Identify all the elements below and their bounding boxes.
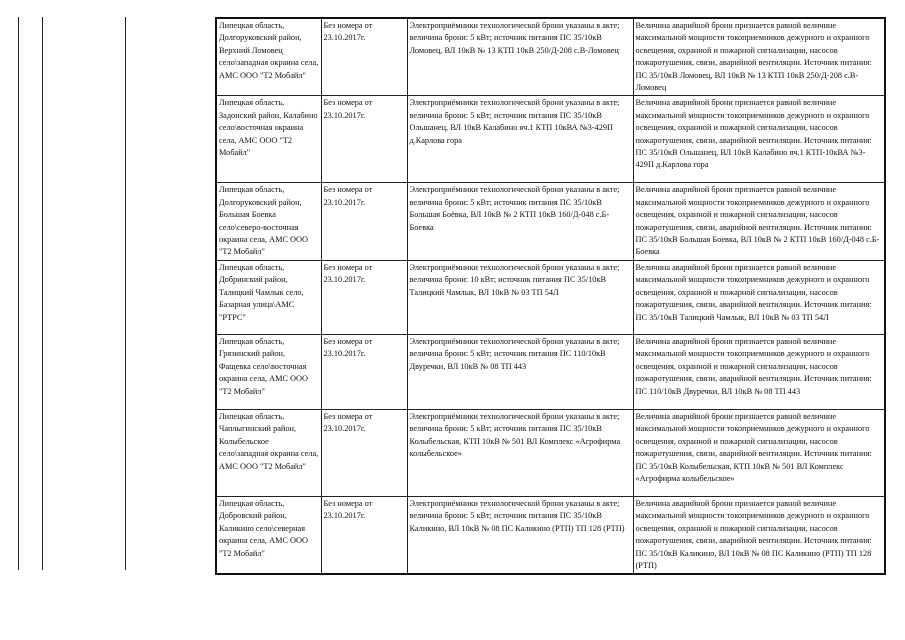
tech-reserve-cell: Электроприёмники технологической брони указаны в акте; величина брони: 5 кВт; источник питания ПС 110/10кВ Двуречки, ВЛ 10кВ № 08 ТП 443 — [407, 334, 633, 409]
left-column-border-3 — [125, 17, 126, 570]
table-row — [216, 496, 885, 574]
table-row — [216, 334, 885, 409]
emergency-reserve-cell: Величина аварийной брони признается равной величине максимальной мощности токоприемников дежурного и охранного освещения, охранной и пожарной сигнализации, насосов пожаротушения, связи, аварийной вентиляции. Источник питания: ПС 35/10кВ Талицкий Чамлык, ВЛ 10кВ № 03 ТП 54Л — [633, 260, 885, 334]
location-cell: Липецкая область, Чаплыгинский район, Колыбельское село\западная окраина села, АМС ООО "Т2 Мобайл" — [216, 409, 321, 496]
reserve-table — [215, 17, 886, 575]
document-cell: Без номера от 23.10.2017г. — [321, 409, 407, 496]
table-row — [216, 96, 885, 183]
emergency-reserve-cell: Величина аварийной брони признается равной величине максимальной мощности токоприемников дежурного и охранного освещения, охранной и пожарной сигнализации, насосов пожаротушения, связи, аварийной вентиляции. Источник питания: ПС 110/10кВ Двуречки, ВЛ 10кВ № 08 ТП 443 — [633, 334, 885, 409]
tech-reserve-cell: Электроприёмники технологической брони указаны в акте; величина брони: 5 кВт; источник питания ПС 35/10кВ Каликино, ВЛ 10кВ № 08 ПС Каликино (РТП) ТП 128 (РТП) — [407, 496, 633, 574]
table-row — [216, 260, 885, 334]
location-cell: Липецкая область, Задонский район, Калабино село\восточная окраина села, АМС ООО "Т2 Мобайл" — [216, 96, 321, 183]
left-column-border-1 — [18, 17, 19, 570]
tech-reserve-cell: Электроприёмники технологической брони указаны в акте; величина брони: 10 кВт; источник питания ПС 35/10кВ Талицкий Чамлык, ВЛ 10кВ № 03 ТП 54Л — [407, 260, 633, 334]
document-cell: Без номера от 23.10.2017г. — [321, 18, 407, 96]
tech-reserve-cell: Электроприёмники технологической брони указаны в акте; величина брони: 5 кВт; источник питания ПС 35/10кВ Колыбельская, КТП 10кВ № 501 ВЛ Комплекс «Агрофирма колыбельское» — [407, 409, 633, 496]
emergency-reserve-cell: Величина аварийной брони признается равной величине максимальной мощности токоприемников дежурного и охранного освещения, охранной и пожарной сигнализации, насосов пожаротушения, связи, аварийной вентиляции. Источник питания: ПС 35/10кВ Колыбельская, КТП 10кВ № 501 ВЛ Комплекс «Агрофирма колыбельское» — [633, 409, 885, 496]
table-row — [216, 183, 885, 260]
tech-reserve-cell: Электроприёмники технологической брони указаны в акте; величина брони: 5 кВт; источник питания ПС 35/10кВ Ломовец, ВЛ 10кВ № 13 КТП 10кВ 250/Д-208 с.В-Ломовец — [407, 18, 633, 96]
location-cell: Липецкая область, Грязинский район, Фащевка село\восточная окраина села, АМС ООО "Т2 Мобайл" — [216, 334, 321, 409]
document-cell: Без номера от 23.10.2017г. — [321, 496, 407, 574]
emergency-reserve-cell: Величина аварийной брони признается равной величине максимальной мощности токоприемников дежурного и охранного освещения, охранной и пожарной сигнализации, насосов пожаротушения, связи, аварийной вентиляции. Источник питания: ПС 35/10кВ Большая Боевка, ВЛ 10кВ № 2 КТП 10кВ 160/Д-048 с.Б-Боевка — [633, 183, 885, 260]
left-column-border-2 — [42, 17, 43, 570]
table-row — [216, 18, 885, 96]
location-cell: Липецкая область, Добринский район, Талицкий Чамлык село, Базарная улица\АМС "РТРС" — [216, 260, 321, 334]
tech-reserve-cell: Электроприёмники технологической брони указаны в акте; величина брони: 5 кВт; источник питания ПС 35/10кВ Ольшанец, ВЛ 10кВ Калабино яч.1 КТП 10кВА №3-429П д.Карлова гора — [407, 96, 633, 183]
document-cell: Без номера от 23.10.2017г. — [321, 96, 407, 183]
emergency-reserve-cell: Величина аварийной брони признается равной величине максимальной мощности токоприемников дежурного и охранного освещения, охранной и пожарной сигнализации, насосов пожаротушения, связи, аварийной вентиляции. Источник питания: ПС 35/10кВ Ольшанец, ВЛ 10кВ Калабино яч.1 КТП-10кВА №3-429П д.Карлова гора — [633, 96, 885, 183]
emergency-reserve-cell: Величина аварийной брони признается равной величине максимальной мощности токоприемников дежурного и охранного освещения, охранной и пожарной сигнализации, насосов пожаротушения, связи, аварийной вентиляции. Источник питания: ПС 35/10кВ Ломовец, ВЛ 10кВ № 13 КТП 10кВ 250/Д-208 с.В-Ломовец — [633, 18, 885, 96]
document-cell: Без номера от 23.10.2017г. — [321, 183, 407, 260]
location-cell: Липецкая область, Добровский район, Каликино село\северная окраина села, АМС ООО "Т2 Мобайл" — [216, 496, 321, 574]
table-row — [216, 409, 885, 496]
document-cell: Без номера от 23.10.2017г. — [321, 260, 407, 334]
document-cell: Без номера от 23.10.2017г. — [321, 334, 407, 409]
tech-reserve-cell: Электроприёмники технологической брони указаны в акте; величина брони: 5 кВт; источник питания ПС 35/10кВ Большая Боёвка, ВЛ 10кВ № 2 КТП 10кВ 160/Д-048 с.Б-Боевка — [407, 183, 633, 260]
location-cell: Липецкая область, Долгоруковский район, Большая Боевка село\северо-восточная окраина села, АМС ООО "Т2 Мобайл" — [216, 183, 321, 260]
emergency-reserve-cell: Величина аварийной брони признается равной величине максимальной мощности токоприемников дежурного и охранного освещения, охранной и пожарной сигнализации, насосов пожаротушения, связи, аварийной вентиляции. Источник питания: ПС 35/10кВ Каликино, ВЛ 10кВ № 08 ПС Каликино (РТП) ТП 128 (РТП) — [633, 496, 885, 574]
location-cell: Липецкая область, Долгоруковский район, Верхний Ломовец село\западная окраина села, АМС ООО "Т2 Мобайл" — [216, 18, 321, 96]
